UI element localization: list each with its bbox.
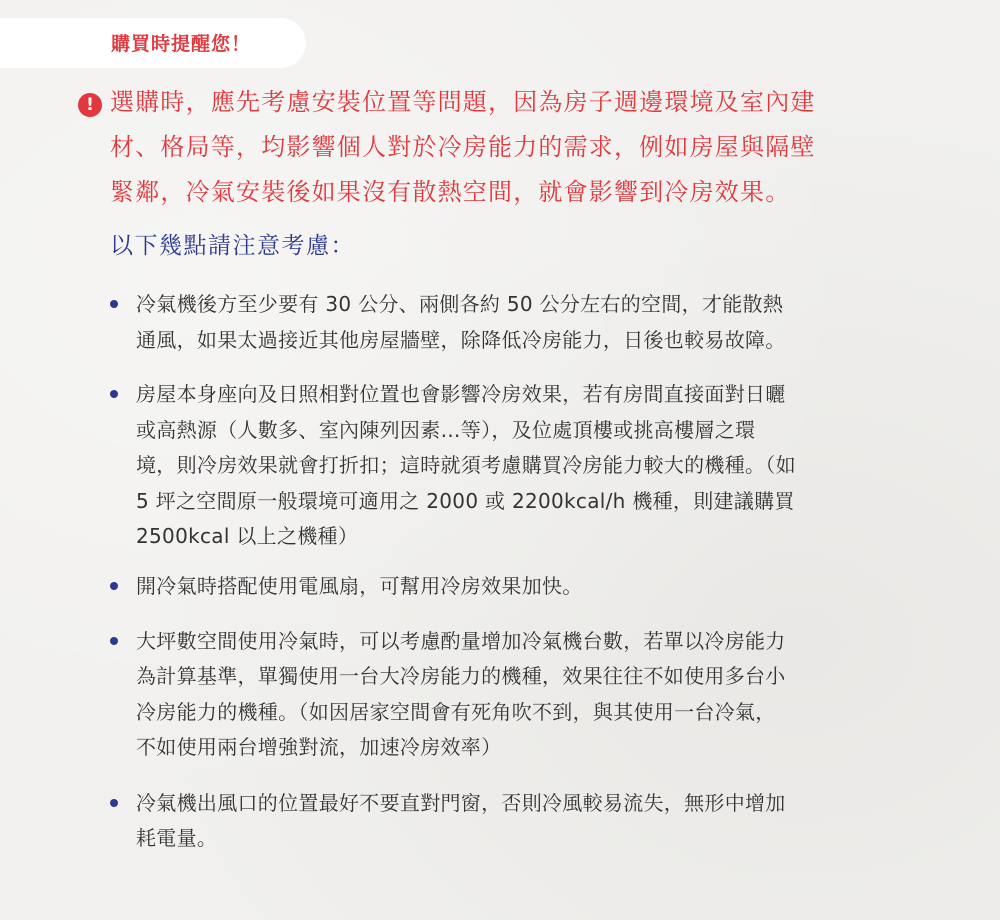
warning-line: 選購時，應先考慮安裝位置等問題，因為房子週邊環境及室內建: [110, 88, 816, 116]
tip-line: 為計算基準，單獨使用一台大冷房能力的機種，效果往往不如使用多台小: [136, 664, 786, 688]
tip-line: 耗電量。: [136, 826, 218, 850]
tip-line: 2500kcal 以上之機種）: [136, 524, 359, 548]
bullet-icon: [110, 300, 118, 308]
warning-paragraph: [110, 80, 910, 215]
tip-line: 境，則冷房效果就會打折扣；這時就須考慮購買冷房能力較大的機種。（如: [136, 453, 796, 477]
tip-line: 5 坪之空間原一般環境可適用之 2000 或 2200kcal/h 機種，則建議購買: [136, 489, 795, 513]
tip-line: 不如使用兩台增強對流，加速冷房效率）: [136, 735, 502, 759]
bullet-icon: [110, 799, 118, 807]
tip-line: 通風，如果太過接近其他房屋牆壁，除降低冷房能力，日後也較易故障。: [136, 328, 786, 352]
warning-line: 緊鄰，冷氣安裝後如果沒有散熱空間，就會影響到冷房效果。: [110, 178, 791, 206]
tip-line: 冷房能力的機種。（如因居家空間會有死角吹不到，與其使用一台冷氣，: [136, 700, 776, 724]
bullet-icon: [110, 390, 118, 398]
tip-line: 房屋本身座向及日照相對位置也會影響冷房效果，若有房間直接面對日曬: [136, 382, 786, 406]
warning-line: 材、格局等，均影響個人對於冷房能力的需求，例如房屋與隔壁: [110, 133, 816, 161]
tip-line: 或高熱源（人數多、室內陳列因素…等），及位處頂樓或挑高樓層之環: [136, 418, 756, 442]
subheading: 以下幾點請注意考慮：: [110, 233, 355, 259]
tip-line: 大坪數空間使用冷氣時，可以考慮酌量增加冷氣機台數，若單以冷房能力: [136, 629, 786, 653]
tip-line: 冷氣機後方至少要有 30 公分、兩側各約 50 公分左右的空間，才能散熱: [136, 292, 784, 316]
tip-line: 開冷氣時搭配使用電風扇，可幫用冷房效果加快。: [136, 574, 583, 598]
tip-line: 冷氣機出風口的位置最好不要直對門窗，否則冷風較易流失，無形中增加: [136, 791, 786, 815]
bullet-icon: [110, 582, 118, 590]
exclamation-icon: !: [78, 93, 102, 117]
bullet-icon: [110, 637, 118, 645]
header-tag-text: 購買時提醒您！: [111, 33, 252, 55]
